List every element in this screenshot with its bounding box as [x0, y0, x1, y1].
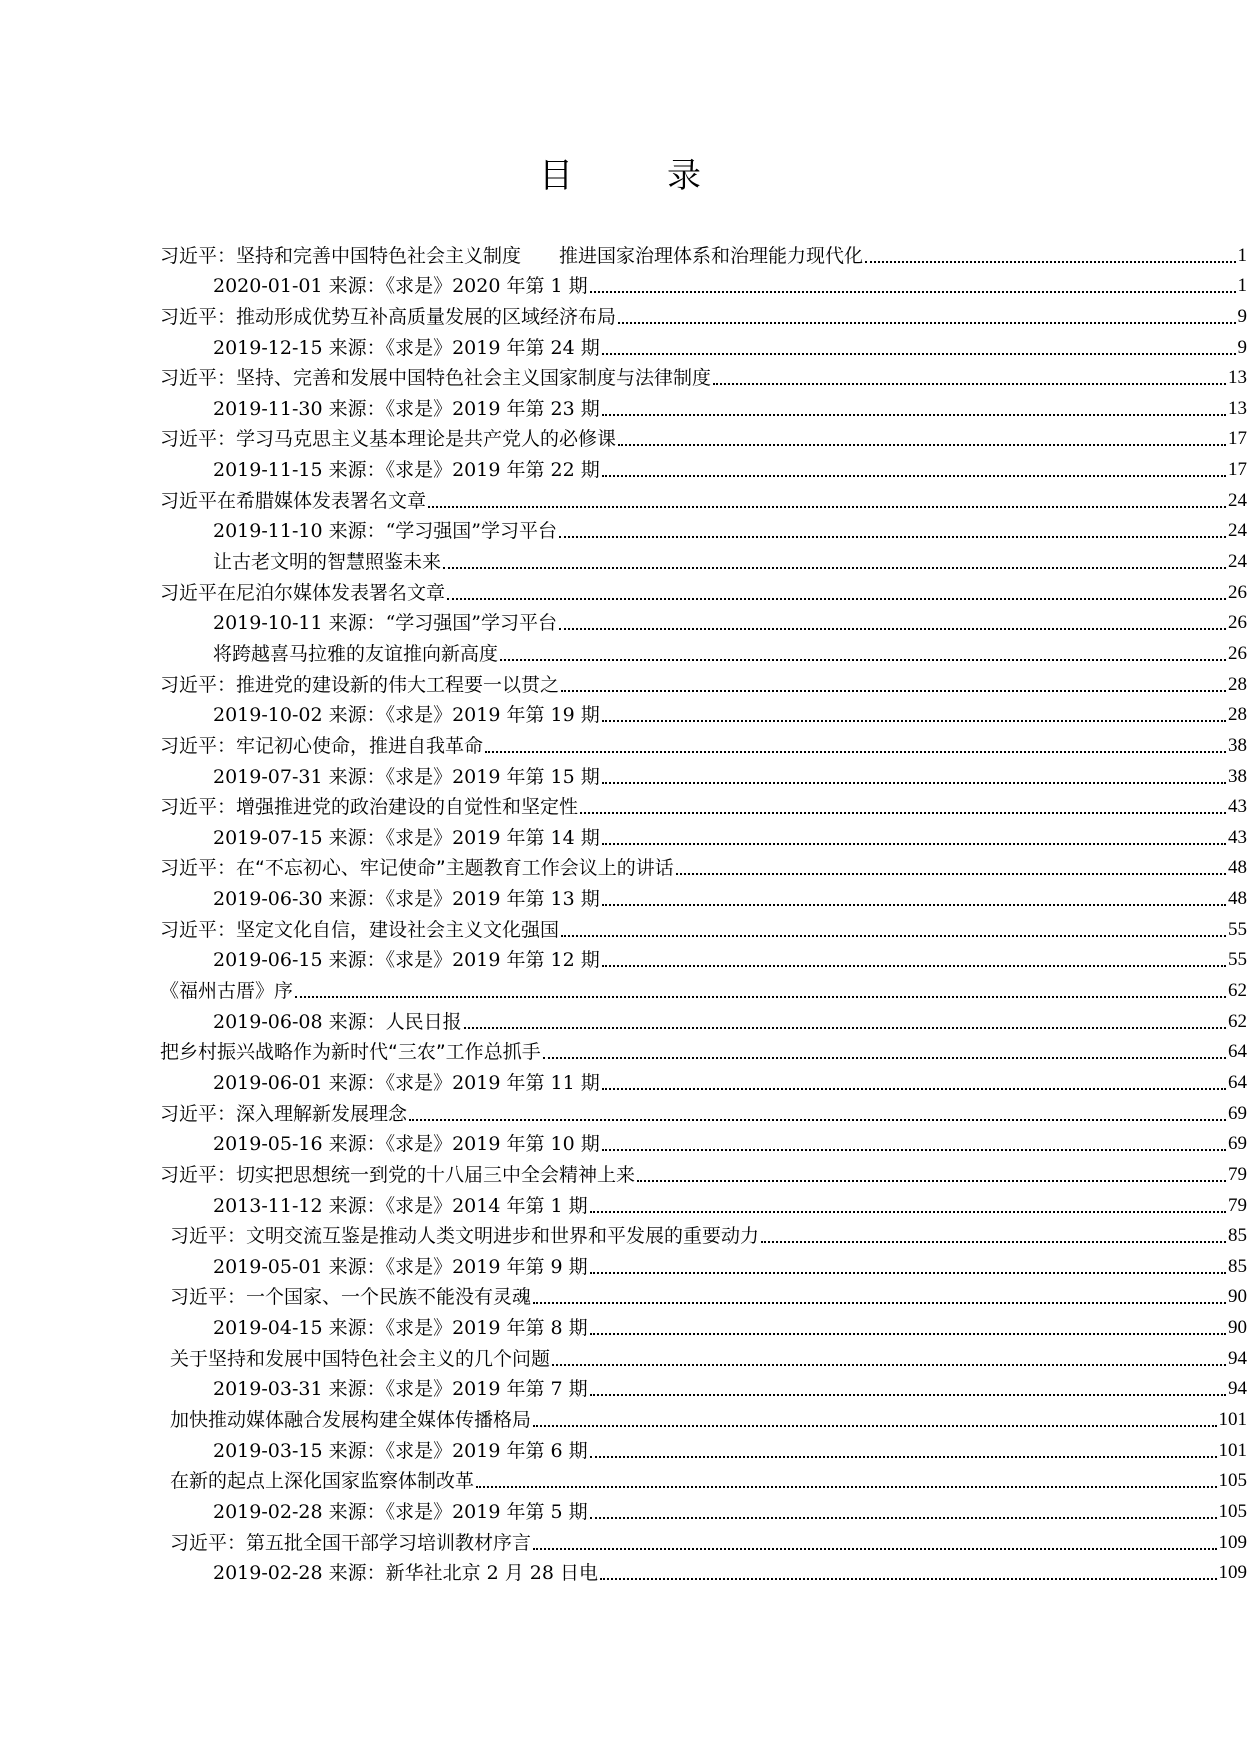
toc-page-number: 85 — [1228, 1255, 1247, 1277]
toc-subentry[interactable] — [0, 1187, 1247, 1218]
toc-page-number: 28 — [1228, 673, 1247, 695]
toc-subentry[interactable] — [0, 1248, 1247, 1279]
dot-leader — [865, 261, 1235, 263]
toc-page-number: 17 — [1228, 428, 1247, 450]
toc-entry-text: 加快推动媒体融合发展构建全媒体传播格局 — [170, 1408, 532, 1431]
dot-leader — [602, 1149, 1226, 1151]
toc-entry[interactable] — [0, 1156, 1247, 1187]
dot-leader — [602, 414, 1226, 416]
toc-subentry[interactable] — [0, 1309, 1247, 1340]
dot-leader — [761, 1241, 1226, 1243]
toc-entry[interactable] — [0, 1401, 1247, 1432]
dot-leader — [590, 291, 1236, 293]
toc-page-number: 48 — [1228, 857, 1247, 879]
toc-entry-text: 2019-10-11 来源：“学习强国”学习平台 — [213, 612, 558, 635]
toc-page-number: 43 — [1228, 796, 1247, 818]
toc-entry-text: 习近平在希腊媒体发表署名文章 — [160, 489, 427, 512]
dot-leader — [618, 444, 1226, 446]
toc-page-number: 105 — [1218, 1470, 1247, 1492]
toc-page-number: 94 — [1228, 1378, 1247, 1400]
toc-entry-text: 2013-11-12 来源：《求是》2014 年第 1 期 — [213, 1194, 588, 1217]
toc-subentry[interactable] — [0, 451, 1247, 482]
dot-leader — [590, 1211, 1226, 1213]
dot-leader — [602, 720, 1226, 722]
toc-entry[interactable] — [0, 298, 1247, 329]
dot-leader — [618, 322, 1235, 324]
toc-entry-text: 将跨越喜马拉雅的友谊推向新高度 — [213, 642, 499, 665]
toc-page-number: 13 — [1228, 397, 1247, 419]
toc-page-number: 101 — [1218, 1439, 1247, 1461]
dot-leader — [559, 628, 1226, 630]
toc-subentry[interactable] — [0, 1493, 1247, 1524]
toc-entry-text: 习近平：在“不忘初心、牢记使命”主题教育工作会议上的讲话 — [160, 857, 674, 880]
toc-entry-text: 2019-04-15 来源：《求是》2019 年第 8 期 — [213, 1317, 588, 1340]
toc-entry[interactable] — [0, 574, 1247, 605]
toc-entry-text: 在新的起点上深化国家监察体制改革 — [170, 1470, 475, 1493]
toc-page-number: 79 — [1228, 1194, 1247, 1216]
toc-entry-text: 习近平：深入理解新发展理念 — [160, 1102, 408, 1125]
toc-page-number: 101 — [1218, 1408, 1247, 1430]
toc-page-number: 85 — [1228, 1225, 1247, 1247]
toc-entry-text: 《福州古厝》序 — [160, 980, 294, 1003]
dot-leader — [590, 1517, 1217, 1519]
toc-entry[interactable] — [0, 666, 1247, 697]
toc-entry-text: 2019-06-08 来源：人民日报 — [213, 1010, 462, 1033]
toc-page-number: 24 — [1228, 551, 1247, 573]
dot-leader — [533, 1302, 1226, 1304]
toc-entry-text: 2019-02-28 来源：《求是》2019 年第 5 期 — [213, 1500, 588, 1523]
dot-leader — [561, 935, 1226, 937]
toc-entry[interactable] — [0, 482, 1247, 513]
toc-entry-text: 习近平：坚持、完善和发展中国特色社会主义国家制度与法律制度 — [160, 367, 712, 390]
toc-subentry[interactable] — [0, 942, 1247, 973]
dot-leader — [500, 659, 1226, 661]
toc-page-number: 26 — [1228, 612, 1247, 634]
toc-page-number: 55 — [1228, 949, 1247, 971]
toc-page-number: 90 — [1228, 1286, 1247, 1308]
toc-subentry[interactable] — [0, 605, 1247, 636]
dot-leader — [543, 1057, 1226, 1059]
dot-leader — [600, 1578, 1216, 1580]
toc-subentry[interactable] — [0, 1126, 1247, 1157]
toc-subentry[interactable] — [0, 1555, 1247, 1586]
toc-subentry[interactable] — [0, 543, 1247, 574]
toc-entry-text: 2020-01-01 来源：《求是》2020 年第 1 期 — [213, 275, 588, 298]
dot-leader — [713, 383, 1226, 385]
toc-subentry[interactable] — [0, 513, 1247, 544]
toc-entry-text: 2019-12-15 来源：《求是》2019 年第 24 期 — [213, 336, 600, 359]
toc-page-number: 109 — [1218, 1562, 1247, 1584]
dot-leader — [590, 1333, 1226, 1335]
toc-entry[interactable] — [0, 237, 1247, 268]
toc-entry[interactable] — [0, 1095, 1247, 1126]
toc-entry[interactable] — [0, 789, 1247, 820]
toc-page-number: 38 — [1228, 734, 1247, 756]
toc-entry-text: 2019-11-10 来源：“学习强国”学习平台 — [213, 520, 558, 543]
toc-subentry[interactable] — [0, 1371, 1247, 1402]
toc-entry[interactable] — [0, 1340, 1247, 1371]
toc-entry[interactable] — [0, 421, 1247, 452]
dot-leader — [602, 843, 1226, 845]
dot-leader — [602, 353, 1236, 355]
toc-entry-text: 2019-07-15 来源：《求是》2019 年第 14 期 — [213, 826, 600, 849]
toc-subentry[interactable] — [0, 1064, 1247, 1095]
toc-entry-text: 2019-11-30 来源：《求是》2019 年第 23 期 — [213, 397, 600, 420]
dot-leader — [590, 1456, 1217, 1458]
toc-entry[interactable] — [0, 1034, 1247, 1065]
toc-entry-text: 2019-11-15 来源：《求是》2019 年第 22 期 — [213, 459, 600, 482]
dot-leader — [464, 1027, 1226, 1029]
toc-entry-text: 2019-03-15 来源：《求是》2019 年第 6 期 — [213, 1439, 588, 1462]
dot-leader — [447, 598, 1226, 600]
toc-entry-text: 关于坚持和发展中国特色社会主义的几个问题 — [170, 1347, 551, 1370]
toc-entry-text: 2019-05-01 来源：《求是》2019 年第 9 期 — [213, 1255, 588, 1278]
toc-page-number: 55 — [1228, 918, 1247, 940]
toc-entry[interactable] — [0, 1524, 1247, 1555]
dot-leader — [561, 690, 1226, 692]
toc-page-number: 26 — [1228, 581, 1247, 603]
toc-entry-text: 让古老文明的智慧照鉴未来 — [213, 551, 442, 574]
dot-leader — [676, 873, 1226, 875]
toc-entry-text: 2019-06-15 来源：《求是》2019 年第 12 期 — [213, 949, 600, 972]
dot-leader — [602, 965, 1226, 967]
toc-entry-text: 2019-05-16 来源：《求是》2019 年第 10 期 — [213, 1133, 600, 1156]
dot-leader — [580, 812, 1226, 814]
toc-entry-text: 习近平：增强推进党的政治建设的自觉性和坚定性 — [160, 796, 579, 819]
dot-leader — [552, 1364, 1226, 1366]
toc-page-number: 69 — [1228, 1102, 1247, 1124]
dot-leader — [602, 782, 1226, 784]
toc-entry[interactable] — [0, 360, 1247, 391]
toc-subentry[interactable] — [0, 268, 1247, 299]
dot-leader — [590, 1272, 1226, 1274]
dot-leader — [485, 751, 1226, 753]
dot-leader — [428, 506, 1226, 508]
toc-subentry[interactable] — [0, 635, 1247, 666]
toc-subentry[interactable] — [0, 819, 1247, 850]
toc-page-number: 17 — [1228, 459, 1247, 481]
toc-entry-text: 习近平：坚持和完善中国特色社会主义制度 推进国家治理体系和治理能力现代化 — [160, 244, 864, 267]
toc-page-number: 13 — [1228, 367, 1247, 389]
toc-page-number: 64 — [1228, 1071, 1247, 1093]
toc-page-number: 62 — [1228, 980, 1247, 1002]
toc-entry-text: 2019-06-01 来源：《求是》2019 年第 11 期 — [213, 1071, 600, 1094]
toc-subentry[interactable] — [0, 329, 1247, 360]
dot-leader — [409, 1119, 1226, 1121]
toc-entry-text: 习近平：推动形成优势互补高质量发展的区域经济布局 — [160, 305, 617, 328]
toc-page-number: 9 — [1237, 305, 1247, 327]
toc-page-number: 1 — [1237, 275, 1247, 297]
toc-entry-text: 习近平：学习马克思主义基本理论是共产党人的必修课 — [160, 428, 617, 451]
dot-leader — [559, 536, 1226, 538]
toc-entry[interactable] — [0, 1218, 1247, 1249]
toc-entry[interactable] — [0, 911, 1247, 942]
toc-entry-text: 习近平：文明交流互鉴是推动人类文明进步和世界和平发展的重要动力 — [170, 1225, 760, 1248]
toc-subentry[interactable] — [0, 758, 1247, 789]
dot-leader — [602, 904, 1226, 906]
toc-page-number: 105 — [1218, 1500, 1247, 1522]
dot-leader — [637, 1180, 1226, 1182]
toc-page-number: 69 — [1228, 1133, 1247, 1155]
toc-page-number: 24 — [1228, 520, 1247, 542]
toc-subentry[interactable] — [0, 1432, 1247, 1463]
toc-subentry[interactable] — [0, 390, 1247, 421]
dot-leader — [602, 475, 1226, 477]
toc-entry[interactable] — [0, 727, 1247, 758]
toc-page-number: 43 — [1228, 826, 1247, 848]
toc-subentry[interactable] — [0, 1003, 1247, 1034]
toc-page-number: 48 — [1228, 888, 1247, 910]
toc-page-number: 26 — [1228, 642, 1247, 664]
dot-leader — [533, 1425, 1216, 1427]
toc-entry-text: 2019-07-31 来源：《求是》2019 年第 15 期 — [213, 765, 600, 788]
toc-page-number: 1 — [1237, 244, 1247, 266]
toc-entry-text: 习近平：第五批全国干部学习培训教材序言 — [170, 1531, 532, 1554]
toc-page-number: 28 — [1228, 704, 1247, 726]
toc-entry-text: 2019-06-30 来源：《求是》2019 年第 13 期 — [213, 888, 600, 911]
toc-entry[interactable] — [0, 1279, 1247, 1310]
toc-entry[interactable] — [0, 972, 1247, 1003]
toc-subentry[interactable] — [0, 880, 1247, 911]
table-of-contents — [0, 237, 1247, 1585]
toc-page-number: 109 — [1218, 1531, 1247, 1553]
toc-entry-text: 习近平在尼泊尔媒体发表署名文章 — [160, 581, 446, 604]
toc-page-number: 79 — [1228, 1163, 1247, 1185]
toc-page-number: 62 — [1228, 1010, 1247, 1032]
dot-leader — [476, 1486, 1216, 1488]
dot-leader — [602, 1088, 1226, 1090]
toc-subentry[interactable] — [0, 697, 1247, 728]
toc-entry-text: 2019-03-31 来源：《求是》2019 年第 7 期 — [213, 1378, 588, 1401]
toc-entry-text: 习近平：牢记初心使命，推进自我革命 — [160, 734, 484, 757]
toc-entry-text: 习近平：坚定文化自信，建设社会主义文化强国 — [160, 918, 560, 941]
dot-leader — [443, 567, 1226, 569]
toc-page-number: 24 — [1228, 489, 1247, 511]
toc-entry-text: 习近平：一个国家、一个民族不能没有灵魂 — [170, 1286, 532, 1309]
toc-entry-text: 习近平：推进党的建设新的伟大工程要一以贯之 — [160, 673, 560, 696]
toc-entry[interactable] — [0, 1463, 1247, 1494]
dot-leader — [590, 1394, 1226, 1396]
toc-entry-text: 习近平：切实把思想统一到党的十八届三中全会精神上来 — [160, 1163, 636, 1186]
toc-entry-text: 2019-10-02 来源：《求是》2019 年第 19 期 — [213, 704, 600, 727]
toc-page-number: 90 — [1228, 1317, 1247, 1339]
toc-entry-text: 把乡村振兴战略作为新时代“三农”工作总抓手 — [160, 1041, 541, 1064]
dot-leader — [533, 1548, 1216, 1550]
toc-page-number: 38 — [1228, 765, 1247, 787]
toc-entry-text: 2019-02-28 来源：新华社北京 2 月 28 日电 — [213, 1562, 599, 1585]
toc-page-number: 9 — [1237, 336, 1247, 358]
toc-page-number: 64 — [1228, 1041, 1247, 1063]
toc-page-number: 94 — [1228, 1347, 1247, 1369]
dot-leader — [295, 996, 1226, 998]
toc-entry[interactable] — [0, 850, 1247, 881]
page-title: 目 录 — [539, 156, 731, 196]
